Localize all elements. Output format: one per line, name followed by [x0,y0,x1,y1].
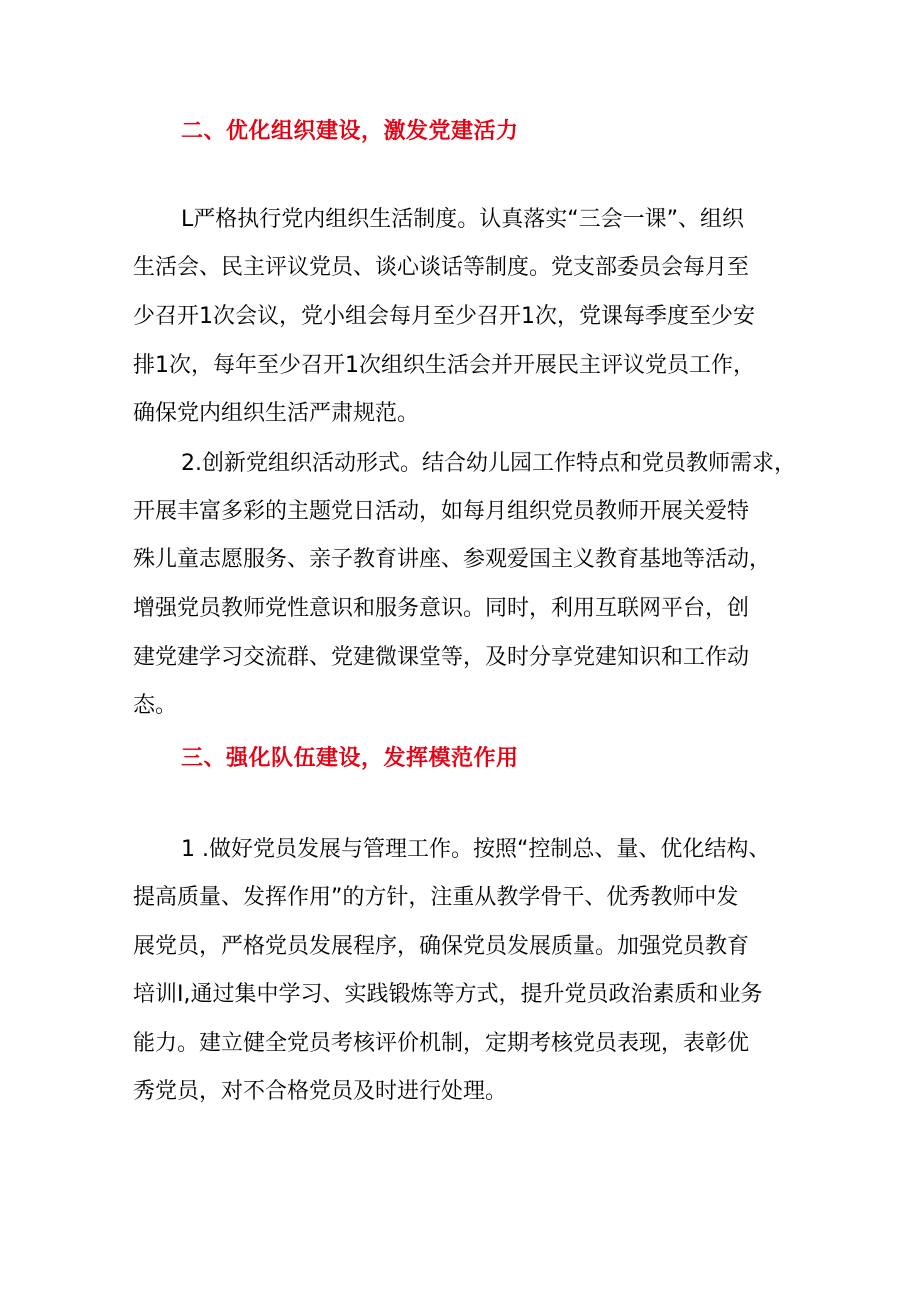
paragraph-line: 2.创新党组织活动形式。结合幼儿园工作特点和党员教师需求， [181,451,796,476]
paragraph-line: 态。 [133,693,178,718]
paragraph-line: 开展丰富多彩的主题党日活动，如每月组织党员教师开展关爱特 [133,499,750,524]
paragraph-line: 展党员，严格党员发展程序，确保党员发展质量。加强党员教育 [133,934,750,959]
paragraph-line: 秀党员，对不合格党员及时进行处理。 [133,1079,508,1104]
paragraph-line: 增强党员教师党性意识和服务意识。同时，利用互联网平台，创 [133,596,750,621]
paragraph-line: 培训I,通过集中学习、实践锻炼等方式，提升党员政治素质和业务 [133,982,763,1007]
paragraph-line: 少召开1次会议，党小组会每月至少召开1次，党课每季度至少安 [133,304,755,329]
section-heading-organization: 二、优化组织建设，激发党建活力 [181,119,519,144]
paragraph-line: 生活会、民主评议党员、谈心谈话等制度。党支部委员会每月至 [133,255,750,280]
paragraph-line: 建党建学习交流群、党建微课堂等，及时分享党建知识和工作动 [133,645,750,670]
paragraph-line: 能力。建立健全党员考核评价机制，定期考核党员表现，表彰优 [133,1031,750,1056]
paragraph-line: 确保党内组织生活严肃规范。 [133,401,420,426]
paragraph-line: 排1次，每年至少召开1次组织生活会并开展民主评议党员工作， [133,353,755,378]
paragraph-line: L严格执行党内组织生活制度。认真落实“三会一课”、组织 [181,207,745,232]
section-heading-team: 三、强化队伍建设，发挥模范作用 [181,746,519,771]
paragraph-line: 殊儿童志愿服务、亲子教育讲座、参观爱国主义教育基地等活动， [133,547,772,572]
paragraph-line: 提高质量、发挥作用”的方针，注重从教学骨干、优秀教师中发 [133,885,739,910]
paragraph-line: 1 .做好党员发展与管理工作。按照“控制总、量、优化结构、 [181,837,771,862]
